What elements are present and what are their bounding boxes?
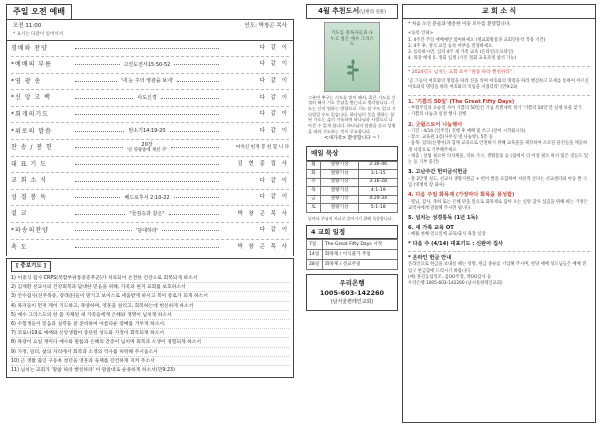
order-row [11,173,289,190]
order-item-detail-main: "들짐승과 같은" [129,211,165,218]
order-item-detail [126,128,167,134]
reading-row [307,170,398,179]
order-item-person: 다 같 이 [259,61,290,68]
news-text: '곧 그들이 여호와의 명령을 따라 진을 치며 여호와의 명령을 따라 행진하고 모세를 통하여 이르신 여호와의 명령을 따라 여호와의 직임을 지켰더라' (민9:23) [408,79,589,91]
order-item-detail-main: '담대하라' [135,227,159,234]
intercession-list [11,274,289,375]
order-item-name: 설 교 [11,210,28,218]
order-item-person: 박 창 곤 목 사 [237,244,289,251]
church-news-panel [402,4,596,423]
reading-cell: 4:20-34 [359,195,398,204]
news-text: - 품목: 입학(신생아)과 함께 교육으로 안전하기 위해 교육물을 제작하여 소모된 물건들을 깨끗하게 사랑으로 기부해주세요 [408,141,588,153]
daily-reading-table [306,161,398,213]
order-item-name: 경배와 찬양 [11,44,48,52]
news-text: 2. 4주 후, 정식 교인 등록 여부를 결정하세요. [408,43,494,49]
reading-cell: 열왕기상 [320,204,359,213]
dotted-leader [170,131,219,132]
news-divider [408,66,590,67]
dotted-leader [75,64,120,65]
worship-title: 주일 오전 예배 [6,4,72,20]
book-section-title [306,4,398,19]
order-item-detail-main: 베드로후서 2:10-22 [124,194,170,201]
schedule-row [307,260,398,270]
schedule-title: 4 교회 일정 [306,225,398,239]
worship-order-list [6,41,294,257]
order-item-name: *위로의 말씀 [11,127,52,135]
order-item-person: 마치신 헌게 봉 헌 합 니 다 [235,145,290,151]
dotted-leader [162,230,219,231]
order-item-person: 다 같 이 [259,194,290,201]
news-text: * 2024년도 넘치는 교회 표어 "말씀 따라 뻗친하라" [408,69,512,75]
news-title: 교 회 소 식 [402,4,596,19]
reading-note: 날마다 주님의 자녀로 살아가기 위해 묵상합니다. [308,215,393,221]
dotted-leader [75,131,124,132]
order-item-detail-main: '내 눈 주의 영광을 보네' [120,78,174,85]
news-heading: 4. 다음 주일 화목제 (가정마다 화목을 풍성함) [408,192,515,199]
order-item-name: 대 표 기 도 [11,160,47,168]
reading-row [307,161,398,170]
dotted-leader [75,98,133,99]
dotted-leader [75,197,120,198]
reading-cell: 5:1-18 [359,204,398,213]
order-item-person: 다 같 이 [259,94,290,101]
news-text: - 기쁨의 나눔과 실정 행사 진행 [408,112,467,118]
book-title-sub: (남편의 선물) [359,10,386,15]
dotted-leader [75,81,117,82]
order-item-detail [134,228,160,234]
reading-cell: 열왕기상 [320,178,359,187]
news-text: - 열님, 감사, 축하 또는 은혜 맡을 말으로 화목제로 담아 오는 신앙 감사 섬김을 위해 하는 가정은 교역자에게 말씀해 주시면 됩니다. [408,199,588,211]
news-text: 1. 4주간 주일 예배예만 참여하세요 (셀교회활용과 교회연유착 작용 기간) [408,37,546,43]
order-item-name: *영 광 송 [11,77,42,85]
order-item-name: *회개의기도 [11,110,49,118]
news-text: 4. 목장 배정 5. 정회 입생 (기본 정회 교육과정 참석 가능) [408,56,517,62]
dotted-leader [75,114,219,115]
order-item-detail-main: 20장 [141,142,153,149]
order-item-name: 성 경 봉 독 [11,193,47,201]
order-item-person: 김 현 종 집 사 [237,161,289,168]
prayer-item: 5) 예수 그리스도의 한 몸 지체된 새 가족들에게 은혜와 생명이 넘치게 하소서 [11,311,289,320]
order-item-name: 찬 송 / 봉 헌 [11,144,53,152]
prayer-item: 10) 근 생활 출인 구동옥 청년을 영혼과 육체를 강건하게 지켜 주소서 [11,357,289,366]
prayer-item: 1) 이중식 집사 CRPS(복합부위통증증후군)가 치료되어 온전한 건강으로 회복되게 하소서 [11,274,289,283]
reading-cell: 목 [307,187,321,196]
schedule-cell: 14일 [307,250,323,260]
news-text: - 제출 : 살림 필요한 의사체품, 의류 가구, 생활용품 등 (집에서 더 이상 필요 하지 않은 것들도 있는 등 기부 물건) [408,153,589,166]
news-text: - 부활주일과 오순절 사이 기쁨의 50일간 기념 특별새벽 정기 '기쁨의 50일'간 실제 보물 찾기 [408,106,582,112]
order-row [11,157,289,174]
reading-cell: 열왕기상 [320,170,359,179]
order-row [11,57,289,74]
order-item-detail-sub: '큰 영광중에 계신 주' [126,147,168,153]
schedule-cell: 7일 [307,240,323,250]
news-heading: 3. 고난주간 헌미금식헌금 [408,169,468,176]
order-item-person: 박 창 곤 목 사 [237,210,290,217]
daily-reading-title: 매일 묵상 [306,146,398,160]
order-item-name: 교 회 소 식 [11,177,47,185]
news-heading: 2. 굿윌스토어 나눔행사 [408,121,463,128]
order-item-detail-main: 사도신경 [137,94,157,101]
dotted-leader [169,214,219,215]
intercession-box [6,258,294,378]
news-text: - 기간 : 4/14 (일주일) 진행 후 예배 및 쓰고 (장이 시작됩니다) [408,129,526,135]
reading-cell: 화 [307,170,321,179]
reading-row [307,187,398,196]
bank-name: 우리은행 [339,279,365,288]
schedule-table [306,239,398,270]
reading-cell: 열왕기상 [320,161,359,170]
news-heading: 5. 넘치는 성경통독 (1년 1독) [408,215,478,222]
worship-leader: 인도: 박창곤 목사 [244,23,287,29]
schedule-cell: 화목제 / 선교주일 [323,260,398,270]
dotted-leader [75,164,219,165]
news-text: 온라인으로 헌금을 보내실 때는 성명, 헌금 종류를 기입해 주시며, 헌당 예배 성도님들은 예배 전 입구 헌금함에 드리시기 바랍니다. [408,262,587,274]
news-divider [408,95,590,96]
news-text: - 총 2만명 성도, 선교사 생활지원금 + 헌미 쌀을 포함하여 자선적 산다는 선교센터와 아동 쌀 구입 (영병의 장 화사) [408,176,588,189]
prayer-item: 8) 목장이 요일 재미다 예수와 말씀과 은혜의 간증이 넘치며 회복과 소생이 경험되게 하소서 [11,338,289,347]
dotted-leader [75,214,125,215]
dotted-leader [177,81,219,82]
new-family-caption: <새가족> 환영합니다 ~ ! [324,136,380,142]
book-cover [324,22,380,92]
news-heading: 6. 새 가족 교육 OT [408,224,454,231]
order-item-person: 다 같 이 [259,111,289,118]
order-item-detail [122,195,171,201]
schedule-row [307,250,398,260]
reading-cell: 금 [307,195,321,204]
worship-time: 오전 11:00 [13,23,42,29]
prayer-item: 7) 코로나19로 예배와 신앙생활이 중단된 성도와 가정이 회복되게 하소서 [11,329,289,338]
account-holder: (남서울편레인교회) [330,298,374,305]
order-row [11,90,289,107]
order-item-detail [125,142,170,153]
order-item-person: 다 같 이 [259,227,290,234]
dotted-leader [174,64,219,65]
reading-row [307,195,398,204]
reading-row [307,178,398,187]
order-item-person: 다 같 이 [259,78,290,85]
prayer-item: 3) 안수집사(선주목송, 장래준)들이 맡기고 보이스로 세움받게 하시고 복이 통로가 되게 하소서 [11,292,289,301]
reading-cell: 2:36-46 [359,161,398,170]
news-heading: 1. '기쁨의 50일' (The Great Fifty Days) [408,98,515,105]
dotted-leader [75,48,219,49]
order-item-detail-main: 고린도전서15:50-52 [123,61,171,68]
order-row [11,107,289,124]
news-text: 3. 등록하시면, 입직 4주 새 가족 교육 (온라인/오프라인) [408,50,514,56]
dotted-leader [75,147,123,148]
dotted-leader [75,247,219,248]
order-item-name: *신 앙 고 백 [11,94,51,102]
news-content [402,19,596,423]
book-title: 4월 추천도서 [318,7,360,15]
order-row [11,140,289,157]
reading-cell: 열왕기상 [320,195,359,204]
bulletin-right-page [306,4,596,422]
news-divider [408,251,590,252]
order-item-person: 다 같 이 [259,44,289,51]
book-description: 그분만 추구는 기도를 많이 해서, 혹은 기도를 긴절히 해서 기도 응답을 받는다고 생각합니다. 기도는 신이 원하는 방향으로 기도 할 수도 있고 기다림일 수도 있습니다. 하나님의 뜻을 행하는 참된 기도는 삶의 거룩하며 하나님과 사랑으로 나아갈 수 있게 합니다. 하나님의 말씀을 듣고 성령을 따라 기도하는 것이 중요합니다. [308,94,396,134]
order-item-detail [119,78,176,84]
prayer-item: 6) 수험생들이 믿음과 실력을 잘 준비하여 아름다운 열매를 거두게 하소서. [11,320,289,329]
reading-cell: 3:16-28 [359,178,398,187]
standing-note: * 표시는 다같이 일어서서 [13,31,64,37]
order-row [11,240,289,257]
order-row [11,190,289,207]
order-item-detail [122,62,173,68]
order-row [11,74,289,91]
news-heading: * 온라인 헌금 안내 [408,254,452,261]
reading-cell: 월 [307,161,321,170]
order-row [11,41,289,58]
book-cover-text: 기도를 중독자들과 나누고 싶은 예수 그리스도 [330,30,374,48]
dotted-leader [75,181,219,182]
intercession-title: [ 중보기도 ] [11,261,51,272]
account-box [306,274,398,311]
reading-cell: 3:1-15 [359,170,398,179]
dotted-leader [174,197,219,198]
prayer-item: 4) 목자들이 먼저 깨어 기도하고, 목양하며, 영혼을 살리고, 회복하는데 헌신하게 하소서 [11,302,289,311]
news-text: * 처음 오신 분들과 방문한 이웃 모두를 환영합니다. [408,21,511,27]
order-item-name: 축 도 [11,244,28,252]
news-text: <등록 안내> [408,31,434,37]
order-item-name: *예배의 부름 [11,61,52,69]
news-text: (예) 홍길동십일조, 김OO주정, 박OO감사 등 [408,274,492,280]
worship-header [6,19,294,41]
news-text: - 장소: 교육관 1층(사무실 옆 나눔방), 5층 등 [408,135,494,141]
order-item-person: 다 같 이 [259,177,289,184]
schedule-cell: The Great Fifty Days 시작 [323,240,398,250]
dotted-leader [75,230,132,231]
prayer-item: 11) 넘치는 교회가 '말씀 따라 뻗친하라' 이 말씀대로 순종하게 하소서(민9:23) [11,367,175,373]
order-row [11,206,289,223]
order-item-person: 다 같 이 [259,127,290,134]
sprig-icon [345,57,361,81]
dotted-leader [171,147,219,148]
reading-cell: 열왕기상 [320,187,359,196]
schedule-cell: 28일 [307,260,323,270]
account-number: 1005-603-142260 [319,288,385,297]
schedule-row [307,240,398,250]
order-item-detail [135,95,158,101]
worship-order-page [6,4,294,422]
prayer-item: 9) 가정, 일터, 삶의 자리에서 회복과 소생의 역사를 허락해 주시옵소서 [11,348,289,357]
news-text: - 매월 첫째 일요일에 교육/출석 목장 실장 [408,232,486,238]
reading-row [307,204,398,213]
prayer-item: 2) 김재환 선교사의 건강회복과 담대한 믿음을 위해, 가족과 현지 교회를 보호하소서 [11,283,289,292]
order-row [11,223,289,240]
news-heading: * 다음 주 (4/14) 대표기도 : 신완아 집사 [408,241,504,248]
right-sidebar [306,4,398,311]
reading-cell: 4:1-19 [359,187,398,196]
dotted-leader [161,98,219,99]
news-text: 우리은행 1005-603-142260 (남서울편레인교회) [408,281,503,287]
order-item-detail-main: 탄소기14:19-20 [128,128,166,135]
order-item-detail [127,211,166,217]
schedule-cell: 화목제 / 이식줄기 주일 [323,250,398,260]
worship-title-box [6,4,294,19]
order-row [11,123,289,140]
order-item-name: *파송의찬양 [11,227,49,235]
reading-cell: 토 [307,204,321,213]
reading-cell: 수 [307,178,321,187]
